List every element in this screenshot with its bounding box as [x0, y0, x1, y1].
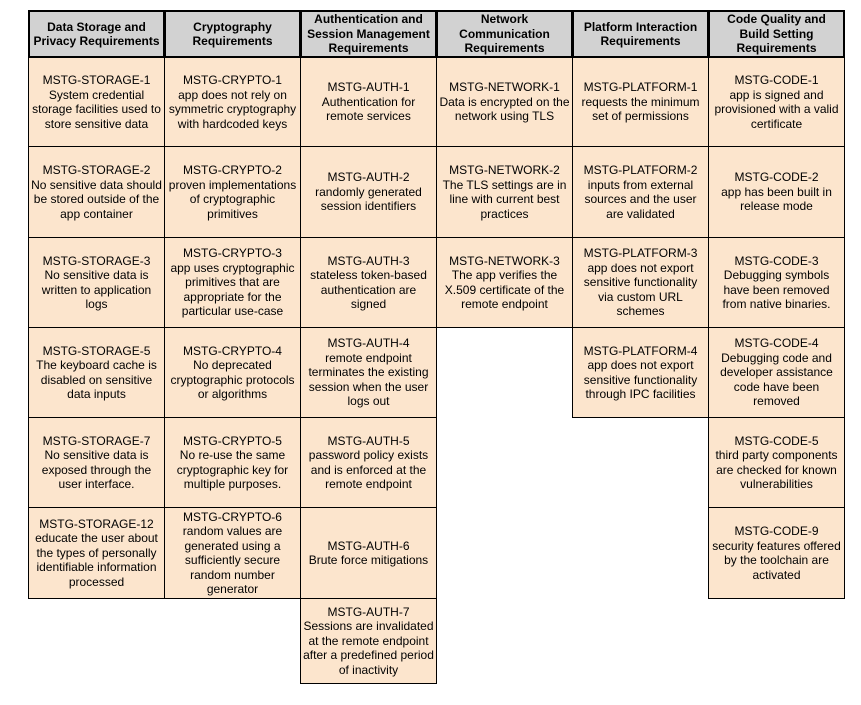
- requirement-cell: [300, 507, 437, 599]
- requirement-cell: [164, 327, 301, 418]
- requirement-code: MSTG-CRYPTO-1: [183, 73, 282, 87]
- requirement-code: MSTG-CODE-4: [734, 336, 819, 351]
- requirement-code: MSTG-PLATFORM-4: [583, 343, 698, 358]
- requirement-cell: [572, 237, 709, 328]
- requirement-cell: [572, 57, 709, 147]
- requirement-cell: [28, 146, 165, 238]
- column-header-code-quality: Code Quality and Build Setting Requirements: [708, 10, 845, 58]
- requirement-cell: [28, 507, 165, 599]
- requirement-code: MSTG-STORAGE-12: [39, 516, 154, 531]
- requirement-code: MSTG-AUTH-6: [327, 538, 410, 553]
- requirement-description: The TLS settings are in line with current best practices: [442, 177, 567, 221]
- requirement-description: Sessions are invalidated at the remote endpoint after a predefined period of inactivity: [303, 619, 434, 677]
- requirement-code: MSTG-STORAGE-3: [42, 253, 151, 268]
- requirement-description: Debugging symbols have been removed from native binaries.: [722, 268, 831, 311]
- requirement-code: MSTG-CODE-5: [734, 433, 819, 448]
- requirement-description: app is signed and provisioned with a valid certificate: [714, 87, 839, 131]
- requirement-description: remote endpoint terminates the existing session when the user logs out: [308, 350, 429, 409]
- requirement-description: Brute force mitigations: [308, 553, 429, 567]
- requirement-cell: [708, 57, 845, 147]
- requirement-code: MSTG-STORAGE-1: [42, 73, 151, 87]
- requirement-code: MSTG-AUTH-5: [327, 433, 410, 448]
- requirement-description: No sensitive data should be stored outside of the app container: [31, 177, 162, 221]
- column-header-platform: Platform Interaction Requirements: [572, 10, 709, 58]
- requirement-description: randomly generated session identifiers: [315, 184, 422, 214]
- requirement-description: educate the user about the types of personally identifiable information processed: [35, 531, 158, 589]
- requirement-cell: [300, 57, 437, 147]
- mstg-requirements-table: [28, 10, 861, 684]
- requirement-code: MSTG-PLATFORM-1: [583, 80, 698, 95]
- column-header-cryptography: Cryptography Requirements: [164, 10, 301, 58]
- requirement-code: MSTG-AUTH-7: [327, 604, 410, 619]
- requirement-code: MSTG-CRYPTO-2: [183, 163, 282, 177]
- column-header-data-storage: Data Storage and Privacy Requirements: [28, 10, 165, 58]
- requirement-description: The keyboard cache is disabled on sensitive data inputs: [36, 358, 157, 401]
- column-header-network: Network Communication Requirements: [436, 10, 573, 58]
- requirement-cell: [300, 237, 437, 328]
- requirement-cell: [572, 146, 709, 238]
- requirement-cell: [28, 417, 165, 508]
- requirement-cell: [708, 417, 845, 508]
- requirement-column-authentication: [300, 10, 437, 684]
- column-header-authentication: Authentication and Session Management Requirements: [300, 10, 437, 58]
- requirement-description: security features offered by the toolchain are activated: [712, 538, 841, 582]
- requirement-code: MSTG-CODE-2: [734, 170, 819, 185]
- requirement-code: MSTG-PLATFORM-3: [583, 246, 698, 261]
- requirement-code: MSTG-AUTH-2: [327, 170, 410, 185]
- requirement-cell: [300, 327, 437, 418]
- requirement-description: No re-use the same cryptographic key for multiple purposes.: [176, 448, 289, 491]
- requirement-column-data-storage: [28, 10, 165, 599]
- requirement-cell: [708, 327, 845, 418]
- requirement-code: MSTG-CODE-9: [734, 524, 819, 538]
- requirement-description: stateless token-based authentication are signed: [310, 268, 427, 311]
- requirement-cell: [708, 507, 845, 599]
- requirement-code: MSTG-CRYPTO-5: [183, 433, 282, 448]
- requirement-cell: [28, 57, 165, 147]
- requirement-code: MSTG-CODE-3: [734, 253, 819, 268]
- requirement-cell: [436, 57, 573, 147]
- requirement-code: MSTG-NETWORK-2: [449, 163, 560, 177]
- requirement-cell: [28, 327, 165, 418]
- requirement-description: No sensitive data is exposed through the user interface.: [41, 448, 152, 491]
- requirement-cell: [164, 146, 301, 238]
- requirement-description: No sensitive data is written to application logs: [41, 268, 152, 311]
- requirement-cell: [708, 146, 845, 238]
- requirement-code: MSTG-CRYPTO-4: [183, 343, 282, 358]
- requirement-cell: [572, 327, 709, 418]
- requirement-description: app does not export sensitive functionality through IPC facilities: [583, 358, 698, 401]
- requirement-description: app does not rely on symmetric cryptography with hardcoded keys: [168, 87, 297, 131]
- requirement-code: MSTG-AUTH-1: [327, 80, 410, 95]
- requirement-cell: [300, 146, 437, 238]
- requirement-column-cryptography: [164, 10, 301, 599]
- requirement-code: MSTG-AUTH-4: [327, 336, 410, 351]
- requirement-code: MSTG-NETWORK-3: [449, 253, 560, 268]
- requirement-code: MSTG-STORAGE-2: [42, 163, 151, 177]
- requirement-code: MSTG-NETWORK-1: [449, 80, 560, 95]
- requirement-description: proven implementations of cryptographic primitives: [168, 177, 297, 221]
- requirement-description: app has been built in release mode: [721, 184, 832, 214]
- requirement-description: The app verifies the X.509 certificate of the remote endpoint: [444, 268, 565, 311]
- requirement-description: app does not export sensitive functionality via custom URL schemes: [583, 260, 698, 319]
- requirement-description: No deprecated cryptographic protocols or algorithms: [170, 358, 295, 401]
- requirement-code: MSTG-AUTH-3: [327, 253, 410, 268]
- requirement-cell: [164, 57, 301, 147]
- requirement-cell: [708, 237, 845, 328]
- requirement-description: System credential storage facilities used to store sensitive data: [32, 87, 161, 131]
- requirement-column-platform: [572, 10, 709, 418]
- requirement-code: MSTG-PLATFORM-2: [583, 163, 698, 177]
- requirement-cell: [300, 598, 437, 684]
- requirement-description: third party components are checked for known vulnerabilities: [715, 448, 838, 491]
- requirement-description: app uses cryptographic primitives that are appropriate for the particular use-case: [170, 260, 295, 319]
- requirement-description: password policy exists and is enforced at the remote endpoint: [308, 448, 429, 491]
- requirement-cell: [164, 417, 301, 508]
- requirement-code: MSTG-CRYPTO-6: [183, 509, 282, 524]
- requirement-column-code-quality: [708, 10, 845, 599]
- requirement-code: MSTG-STORAGE-7: [42, 433, 151, 448]
- requirement-cell: [300, 417, 437, 508]
- requirement-description: Data is encrypted on the network using TLS: [439, 94, 570, 124]
- requirement-column-network: [436, 10, 573, 328]
- requirement-code: MSTG-CODE-1: [734, 73, 819, 87]
- requirement-description: Debugging code and developer assistance code have been removed: [720, 350, 833, 409]
- requirement-description: Authentication for remote services: [321, 94, 416, 124]
- requirement-cell: [164, 237, 301, 328]
- requirement-cell: [28, 237, 165, 328]
- requirement-cell: [164, 507, 301, 599]
- requirement-cell: [436, 237, 573, 328]
- requirement-description: inputs from external sources and the user are validated: [584, 177, 697, 221]
- requirement-description: random values are generated using a sufficiently secure random number generator: [182, 524, 283, 596]
- requirement-code: MSTG-CRYPTO-3: [183, 246, 282, 261]
- requirement-description: requests the minimum set of permissions: [581, 94, 700, 124]
- requirement-cell: [436, 146, 573, 238]
- requirement-code: MSTG-STORAGE-5: [42, 343, 151, 358]
